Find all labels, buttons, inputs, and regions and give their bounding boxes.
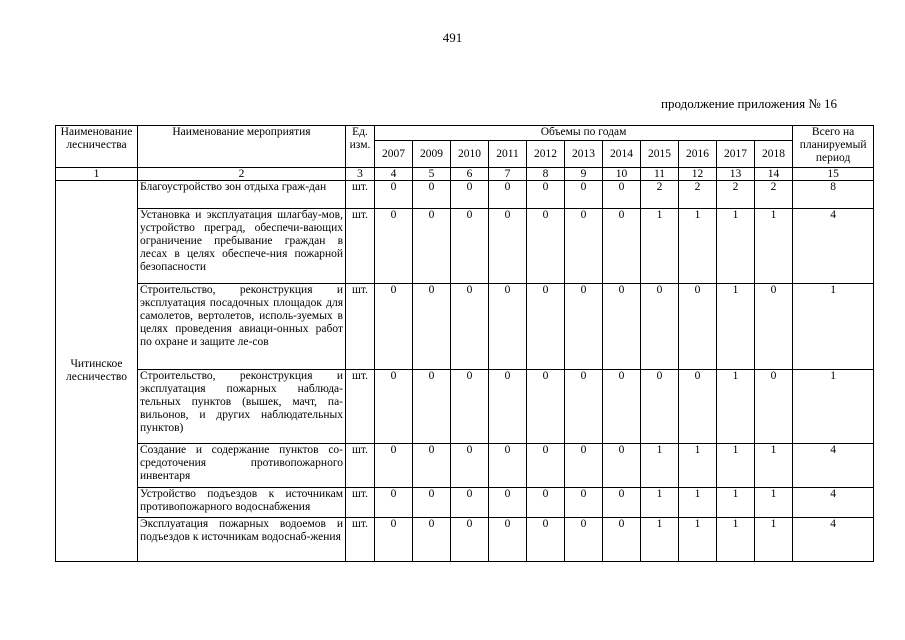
header-volumes-by-year: Объемы по годам <box>375 126 793 141</box>
year-header: 2009 <box>413 141 451 168</box>
year-value-cell: 2 <box>641 181 679 209</box>
year-value-cell: 0 <box>489 209 527 284</box>
year-value-cell: 0 <box>603 284 641 370</box>
activity-name-cell: Устройство подъездов к источникам противопожарного водоснабжения <box>138 488 346 518</box>
year-value-cell: 0 <box>451 209 489 284</box>
appendix-caption: продолжение приложения № 16 <box>661 96 837 111</box>
year-value-cell: 0 <box>603 181 641 209</box>
forestry-name-cell: Читинское лесничество <box>56 181 138 562</box>
year-value-cell: 1 <box>641 488 679 518</box>
year-value-cell: 0 <box>603 518 641 562</box>
year-value-cell: 0 <box>489 518 527 562</box>
column-number: 11 <box>641 168 679 181</box>
year-value-cell: 1 <box>717 518 755 562</box>
year-value-cell: 0 <box>527 209 565 284</box>
year-header: 2016 <box>679 141 717 168</box>
year-value-cell: 1 <box>755 209 793 284</box>
year-value-cell: 0 <box>375 209 413 284</box>
column-number: 8 <box>527 168 565 181</box>
year-value-cell: 0 <box>603 444 641 488</box>
year-header: 2012 <box>527 141 565 168</box>
column-number: 4 <box>375 168 413 181</box>
year-value-cell: 0 <box>565 444 603 488</box>
total-cell: 4 <box>793 444 874 488</box>
year-value-cell: 1 <box>679 488 717 518</box>
year-value-cell: 0 <box>565 518 603 562</box>
header-activity: Наименование мероприятия <box>138 126 346 168</box>
year-value-cell: 0 <box>489 488 527 518</box>
year-value-cell: 0 <box>565 181 603 209</box>
unit-cell: шт. <box>346 181 375 209</box>
year-value-cell: 2 <box>755 181 793 209</box>
year-value-cell: 0 <box>451 444 489 488</box>
activity-name-cell: Установка и эксплуатация шлагбау-мов, устройство преград, обеспечи-вающих ограничение пребывание граждан в лесах в целях обеспече-ния пожарной безопасности <box>138 209 346 284</box>
year-value-cell: 1 <box>641 209 679 284</box>
year-value-cell: 0 <box>603 370 641 444</box>
unit-cell: шт. <box>346 370 375 444</box>
year-value-cell: 0 <box>603 209 641 284</box>
year-value-cell: 0 <box>375 181 413 209</box>
total-cell: 1 <box>793 370 874 444</box>
header-unit: Ед. изм. <box>346 126 375 168</box>
year-value-cell: 1 <box>679 518 717 562</box>
table-body <box>56 181 874 562</box>
year-header: 2015 <box>641 141 679 168</box>
year-value-cell: 0 <box>565 284 603 370</box>
year-value-cell: 0 <box>641 370 679 444</box>
year-value-cell: 1 <box>755 518 793 562</box>
year-value-cell: 0 <box>413 370 451 444</box>
table-row <box>56 181 874 209</box>
table-row <box>56 209 874 284</box>
year-value-cell: 0 <box>527 488 565 518</box>
year-value-cell: 0 <box>413 444 451 488</box>
year-header: 2014 <box>603 141 641 168</box>
column-number: 2 <box>138 168 346 181</box>
year-header: 2011 <box>489 141 527 168</box>
year-header: 2018 <box>755 141 793 168</box>
activity-name-cell: Эксплуатация пожарных водоемов и подъездов к источникам водоснаб-жения <box>138 518 346 562</box>
year-value-cell: 0 <box>413 181 451 209</box>
table-row <box>56 370 874 444</box>
year-value-cell: 1 <box>755 488 793 518</box>
year-value-cell: 1 <box>755 444 793 488</box>
year-value-cell: 0 <box>413 488 451 518</box>
column-number: 9 <box>565 168 603 181</box>
year-value-cell: 0 <box>755 284 793 370</box>
year-header: 2017 <box>717 141 755 168</box>
year-value-cell: 0 <box>565 488 603 518</box>
year-value-cell: 0 <box>451 181 489 209</box>
year-value-cell: 0 <box>375 444 413 488</box>
column-number: 12 <box>679 168 717 181</box>
total-cell: 1 <box>793 284 874 370</box>
column-numbers-row <box>56 168 874 181</box>
unit-cell: шт. <box>346 488 375 518</box>
header-total: Всего на планируемый период <box>793 126 874 168</box>
year-value-cell: 0 <box>375 370 413 444</box>
column-number: 5 <box>413 168 451 181</box>
column-number: 1 <box>56 168 138 181</box>
total-cell: 8 <box>793 181 874 209</box>
column-number: 10 <box>603 168 641 181</box>
unit-cell: шт. <box>346 284 375 370</box>
unit-cell: шт. <box>346 209 375 284</box>
year-header: 2010 <box>451 141 489 168</box>
unit-cell: шт. <box>346 444 375 488</box>
year-value-cell: 0 <box>603 488 641 518</box>
year-value-cell: 0 <box>527 444 565 488</box>
year-value-cell: 2 <box>717 181 755 209</box>
year-value-cell: 0 <box>413 284 451 370</box>
year-value-cell: 0 <box>679 370 717 444</box>
year-value-cell: 0 <box>451 284 489 370</box>
column-number: 14 <box>755 168 793 181</box>
header-row <box>56 126 874 141</box>
forestry-measures-table <box>55 125 874 562</box>
activity-name-cell: Строительство, реконструкция и эксплуатация посадочных площадок для самолетов, вертолетов, исполь-зуемых в целях проведения авиаци-онных работ по охране и защите ле-сов <box>138 284 346 370</box>
year-value-cell: 0 <box>527 181 565 209</box>
table-row <box>56 518 874 562</box>
header-forestry: Наименование лесничества <box>56 126 138 168</box>
year-value-cell: 0 <box>413 209 451 284</box>
year-value-cell: 0 <box>451 370 489 444</box>
activity-name-cell: Создание и содержание пунктов со-средоточения противопожарного инвентаря <box>138 444 346 488</box>
year-value-cell: 0 <box>679 284 717 370</box>
column-number: 7 <box>489 168 527 181</box>
year-value-cell: 0 <box>375 488 413 518</box>
year-value-cell: 0 <box>527 518 565 562</box>
year-value-cell: 1 <box>679 444 717 488</box>
year-value-cell: 0 <box>489 284 527 370</box>
column-number: 6 <box>451 168 489 181</box>
unit-cell: шт. <box>346 518 375 562</box>
year-value-cell: 0 <box>527 370 565 444</box>
year-value-cell: 0 <box>489 444 527 488</box>
year-value-cell: 0 <box>755 370 793 444</box>
column-number: 3 <box>346 168 375 181</box>
year-value-cell: 0 <box>565 370 603 444</box>
year-value-cell: 0 <box>375 284 413 370</box>
total-cell: 4 <box>793 518 874 562</box>
year-value-cell: 0 <box>375 518 413 562</box>
page-number: 491 <box>442 30 463 45</box>
year-value-cell: 0 <box>489 370 527 444</box>
total-cell: 4 <box>793 488 874 518</box>
year-value-cell: 0 <box>413 518 451 562</box>
column-number: 13 <box>717 168 755 181</box>
table-row <box>56 488 874 518</box>
year-value-cell: 0 <box>451 488 489 518</box>
year-value-cell: 0 <box>451 518 489 562</box>
year-value-cell: 1 <box>717 488 755 518</box>
year-value-cell: 1 <box>717 284 755 370</box>
year-header: 2013 <box>565 141 603 168</box>
year-value-cell: 1 <box>679 209 717 284</box>
year-value-cell: 2 <box>679 181 717 209</box>
column-number: 15 <box>793 168 874 181</box>
year-value-cell: 1 <box>717 209 755 284</box>
year-value-cell: 1 <box>717 370 755 444</box>
year-header: 2007 <box>375 141 413 168</box>
year-value-cell: 1 <box>717 444 755 488</box>
year-value-cell: 1 <box>641 518 679 562</box>
year-value-cell: 1 <box>641 444 679 488</box>
activity-name-cell: Благоустройство зон отдыха граж-дан <box>138 181 346 209</box>
year-value-cell: 0 <box>489 181 527 209</box>
total-cell: 4 <box>793 209 874 284</box>
table-row <box>56 284 874 370</box>
table-row <box>56 444 874 488</box>
year-value-cell: 0 <box>527 284 565 370</box>
activity-name-cell: Строительство, реконструкция и эксплуатация пожарных наблюда-тельных пунктов (вышек, мачт, па-вильонов, и других наблюдательных пунктов) <box>138 370 346 444</box>
year-value-cell: 0 <box>641 284 679 370</box>
year-value-cell: 0 <box>565 209 603 284</box>
